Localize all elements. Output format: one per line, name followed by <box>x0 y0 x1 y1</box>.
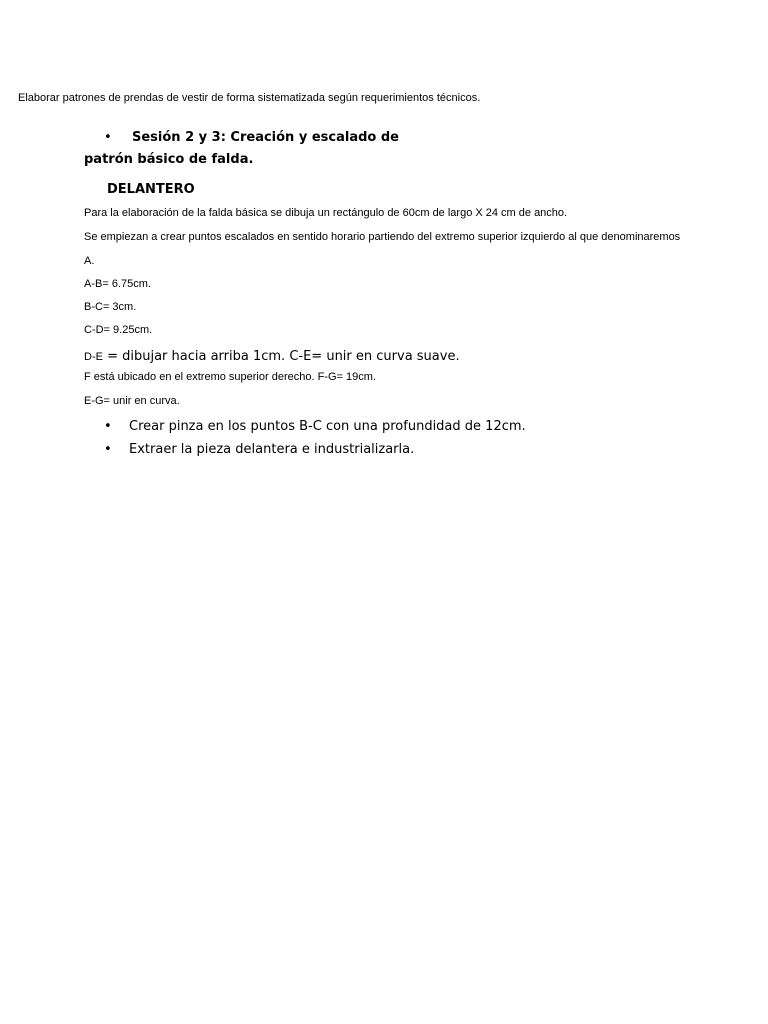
intro-text: Elaborar patrones de prendas de vestir de forma sistematizada según requerimientos técnicos. <box>18 92 481 104</box>
session-bullet: • <box>104 130 112 145</box>
step-2-text: Extraer la pieza delantera e industrializarla. <box>129 442 415 457</box>
measure-a-b: A-B= 6.75cm. <box>84 278 151 290</box>
measure-d-e-prefix: D-E <box>84 351 103 363</box>
measure-c-d: C-D= 9.25cm. <box>84 324 153 336</box>
measure-d-e-text: = dibujar hacia arriba 1cm. C-E= unir en curva suave. <box>102 349 460 364</box>
step-1-bullet: • <box>104 419 112 434</box>
paragraph-1: Para la elaboración de la falda básica se dibuja un rectángulo de 60cm de largo X 24 cm de ancho. <box>84 207 568 219</box>
session-title-line2: patrón básico de falda. <box>84 152 254 167</box>
paragraph-3: A. <box>84 255 95 267</box>
step-1-text: Crear pinza en los puntos B-C con una profundidad de 12cm. <box>129 419 526 434</box>
section-heading: DELANTERO <box>107 182 195 197</box>
paragraph-2: Se empiezan a crear puntos escalados en sentido horario partiendo del extremo superior izquierdo al que denominaremos <box>84 231 681 243</box>
measure-b-c: B-C= 3cm. <box>84 301 137 313</box>
measure-f-g: F está ubicado en el extremo superior derecho. F-G= 19cm. <box>84 371 376 383</box>
session-title-line1: Sesión 2 y 3: Creación y escalado de <box>132 130 399 145</box>
measure-e-g: E-G= unir en curva. <box>84 395 180 407</box>
step-2-bullet: • <box>104 442 112 457</box>
measure-d-e <box>84 347 460 365</box>
